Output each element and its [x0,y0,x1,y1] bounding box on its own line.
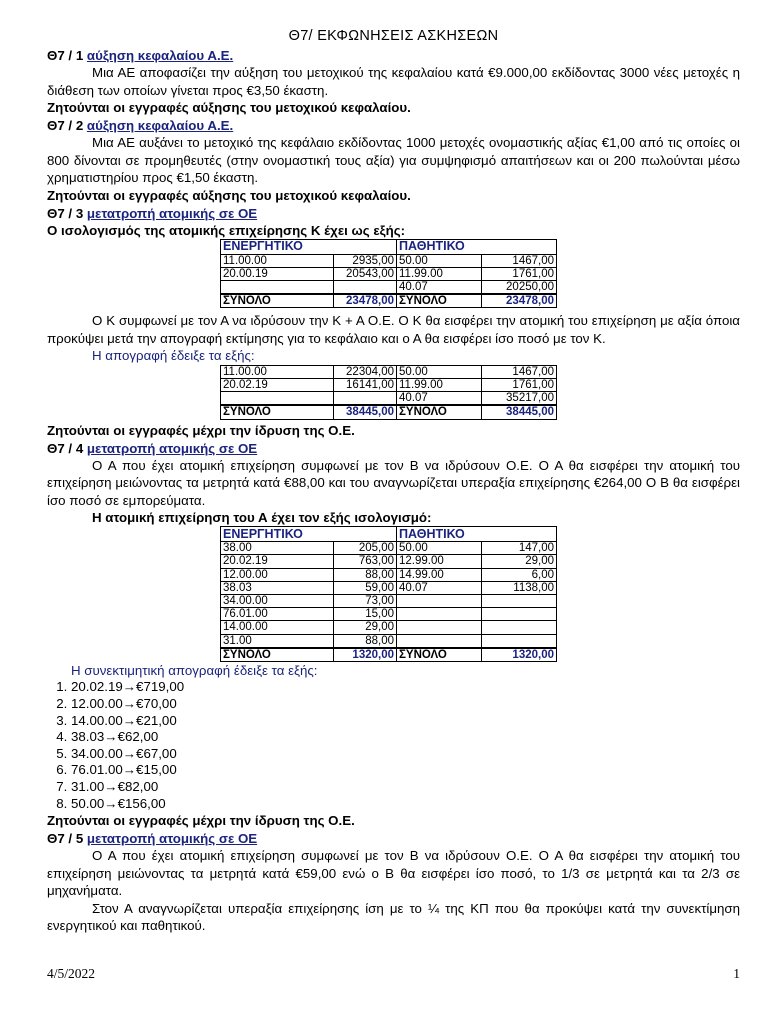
total-amount: 23478,00 [482,294,557,308]
exercise-3-number: Θ7 / 3 [47,205,84,221]
amount: 73,00 [334,594,397,607]
table-row [221,594,557,607]
table-row [221,608,557,621]
total-amount: 38445,00 [482,405,557,419]
exercise-2-number: Θ7 / 2 [47,118,84,133]
account-code: 31.00 [221,634,334,648]
exercise-1-requirement: Ζητούνται οι εγγραφές αύξησης του μετοχικού κεφαλαίου. [47,100,411,115]
assets-header: ΕΝΕΡΓΗΤΙΚΟ [221,239,397,254]
account-code: 11.00.00 [221,365,334,378]
page-number: 1 [733,966,740,981]
amount: 22304,00 [334,365,397,378]
table-row [221,392,557,406]
amount [482,594,557,607]
list-item: 8. 50.00→€156,00 [71,796,740,813]
exercise-4-number: Θ7 / 4 [47,440,84,456]
account-code [221,280,334,294]
account-code: 12.99.00 [397,555,482,568]
table-row [221,267,557,280]
exercise-3-topic: μετατροπή ατομικής σε ΟΕ [86,205,258,221]
total-label: ΣΥΝΟΛΟ [397,405,482,419]
list-item: 4. 38.03→€62,00 [71,729,740,746]
table-row [221,634,557,648]
account-code: 50.00 [397,365,482,378]
exercise-3-text: Ο Κ συμφωνεί με τον Α να ιδρύσουν την Κ + Α Ο.Ε. Ο Κ θα εισφέρει την ατομική του επιχείρηση με αξία όποια προκύψει μετά την απογραφή εκτίμησης για το κεφάλαιο και ο Α θα εισφέρει ίσο ποσό με τον Κ. [47,313,740,346]
exercise-4-heading [47,440,740,457]
exercise-4-requirement: Ζητούνται οι εγγραφές μέχρι την ίδρυση της Ο.Ε. [47,813,355,829]
account-code: 50.00 [397,254,482,267]
amount: 59,00 [334,581,397,594]
account-code: 11.99.00 [397,267,482,280]
list-item: 5. 34.00.00→€67,00 [71,746,740,763]
exercise-5-number: Θ7 / 5 [47,831,84,847]
account-code: 14.00.00 [221,621,334,634]
account-code [397,634,482,648]
total-row [221,294,557,308]
exercise-1-heading [47,47,740,64]
account-code [397,621,482,634]
total-amount: 38445,00 [334,405,397,419]
liabilities-header: ΠΑΘΗΤΙΚΟ [397,527,557,542]
total-label: ΣΥΝΟΛΟ [397,648,482,662]
amount [482,608,557,621]
total-row [221,648,557,662]
exercise-4-text: Ο Α που έχει ατομική επιχείρηση συμφωνεί με τον Β να ιδρύσουν Ο.Ε. Ο Α θα εισφέρει την ατομική του επιχείρηση μειώνοντας τα μετρητά κατά €88,00 και του αναγνωρίζεται υπεραξία επιχείρησης €264,00 Ο Β θα εισφέρει ίσο ποσό σε εμπορεύματα. [47,457,740,508]
exercise-5-text-2: Στον Α αναγνωρίζεται υπεραξία επιχείρησης ίση με το ¼ της ΚΠ που θα προκύψει κατά την συνεκτίμηση ενεργητικού και παθητικού. [47,900,740,934]
account-code: 12.00.00 [221,568,334,581]
total-amount: 1320,00 [482,648,557,662]
amount: 1761,00 [482,267,557,280]
exercise-1-topic: αύξηση κεφαλαίου Α.Ε. [86,48,234,63]
total-label: ΣΥΝΟΛΟ [221,648,334,662]
table-row [221,568,557,581]
amount: 1467,00 [482,365,557,378]
account-code: 20.02.19 [221,555,334,568]
account-code: 76.01.00 [221,608,334,621]
total-label: ΣΥΝΟΛΟ [397,294,482,308]
account-code: 40.07 [397,581,482,594]
exercise-5-text: Ο Α που έχει ατομική επιχείρηση συμφωνεί με τον Β να ιδρύσουν Ο.Ε. Ο Α θα εισφέρει την ατομική του επιχείρηση μειώνοντας τα μετρητά κατά €59,00 ενώ ο Β θα εισφέρει ίσο ποσό, το 1/3 σε μετρητά και τα 2/3 σε μηχανήματα. [47,848,740,899]
account-code [397,608,482,621]
exercise-3-heading [47,205,740,222]
table-row [221,555,557,568]
list-item: 7. 31.00→€82,00 [71,779,740,796]
table-row [221,621,557,634]
total-amount: 23478,00 [334,294,397,308]
list-item: 3. 14.00.00→€21,00 [71,713,740,730]
exercise-2-requirement: Ζητούνται οι εγγραφές αύξησης του μετοχικού κεφαλαίου. [47,187,411,203]
exercise-1-number: Θ7 / 1 [47,48,84,63]
table-row [221,254,557,267]
list-item: 2. 12.00.00→€70,00 [71,696,740,713]
page-title: Θ7/ ΕΚΦΩΝΗΣΕΙΣ ΑΣΚΗΣΕΩΝ [288,28,499,44]
liabilities-header: ΠΑΘΗΤΙΚΟ [397,239,557,254]
amount: 20250,00 [482,280,557,294]
amount: 35217,00 [482,392,557,406]
amount: 29,00 [334,621,397,634]
account-code: 11.00.00 [221,254,334,267]
table-row [221,581,557,594]
table-row [221,280,557,294]
amount: 88,00 [334,634,397,648]
total-amount: 1320,00 [334,648,397,662]
account-code: 14.99.00 [397,568,482,581]
exercise-3-requirement: Ζητούνται οι εγγραφές μέχρι την ίδρυση της Ο.Ε. [47,422,355,438]
amount: 2935,00 [334,254,397,267]
amount: 29,00 [482,555,557,568]
account-code: 34.00.00 [221,594,334,607]
account-code: 40.07 [397,280,482,294]
amount: 1761,00 [482,379,557,392]
amount: 205,00 [334,542,397,555]
amount: 16141,00 [334,379,397,392]
exercise-4-intro: Η ατομική επιχείρηση του Α έχει τον εξής ισολογισμό: [92,510,432,526]
exercise-2-topic: αύξηση κεφαλαίου Α.Ε. [86,118,234,133]
account-code: 20.00.19 [221,267,334,280]
exercise-1-text: Μια ΑΕ αποφασίζει την αύξηση του μετοχικού της κεφαλαίου κατά €9.000,00 εκδίδοντας 3000 νέες μετοχές η διάθεση των οποίων γίνεται προς €3,50 έκαστη. [47,65,740,98]
account-code [221,392,334,406]
table-row [221,365,557,378]
balance-sheet-a [220,526,557,662]
account-code: 38.03 [221,581,334,594]
document-page [47,26,740,935]
exercise-3-inventory-label: Η απογραφή έδειξε τα εξής: [92,348,255,364]
amount [334,280,397,294]
total-label: ΣΥΝΟΛΟ [221,294,334,308]
amount: 1467,00 [482,254,557,267]
exercise-3-intro: Ο ισολογισμός της ατομικής επιχείρησης Κ έχει ως εξής: [47,222,406,238]
account-code: 11.99.00 [397,379,482,392]
total-label: ΣΥΝΟΛΟ [221,405,334,419]
exercise-2-heading [47,117,740,134]
list-item: 1. 20.02.19→€719,00 [71,679,740,696]
amount: 1138,00 [482,581,557,594]
amount: 15,00 [334,608,397,621]
exercise-4-inventory-label: Η συνεκτιμητική απογραφή έδειξε τα εξής: [71,662,318,678]
exercise-2-text: Μια ΑΕ αυξάνει το μετοχικό της κεφάλαιο εκδίδοντας 1000 μετοχές ονομαστικής αξίας €1,00 από τις οποίες οι 800 δίνονται σε προμηθευτές (στην ονομαστική τους αξία) για συμψηφισμό απαιτήσεων και οι 200 πωλούνται μέσω χρηματιστηρίου προς €1,50 έκαστη. [47,135,740,185]
amount [482,621,557,634]
total-row [221,405,557,419]
amount: 20543,00 [334,267,397,280]
amount [334,392,397,406]
list-item: 6. 76.01.00→€15,00 [71,762,740,779]
page-footer [47,966,740,982]
amount: 763,00 [334,555,397,568]
table-row [221,379,557,392]
exercise-5-heading [47,830,740,847]
amount: 147,00 [482,542,557,555]
inventory-table-k [220,365,557,420]
exercise-5-topic: μετατροπή ατομικής σε ΟΕ [86,831,258,847]
account-code: 38.00 [221,542,334,555]
balance-sheet-k [220,239,557,309]
inventory-list [47,679,740,812]
footer-date: 4/5/2022 [47,966,96,981]
account-code: 50.00 [397,542,482,555]
amount: 88,00 [334,568,397,581]
assets-header: ΕΝΕΡΓΗΤΙΚΟ [221,527,397,542]
account-code: 40.07 [397,392,482,406]
account-code: 20.02.19 [221,379,334,392]
amount [482,634,557,648]
table-row [221,542,557,555]
exercise-4-topic: μετατροπή ατομικής σε ΟΕ [86,440,258,456]
account-code [397,594,482,607]
amount: 6,00 [482,568,557,581]
